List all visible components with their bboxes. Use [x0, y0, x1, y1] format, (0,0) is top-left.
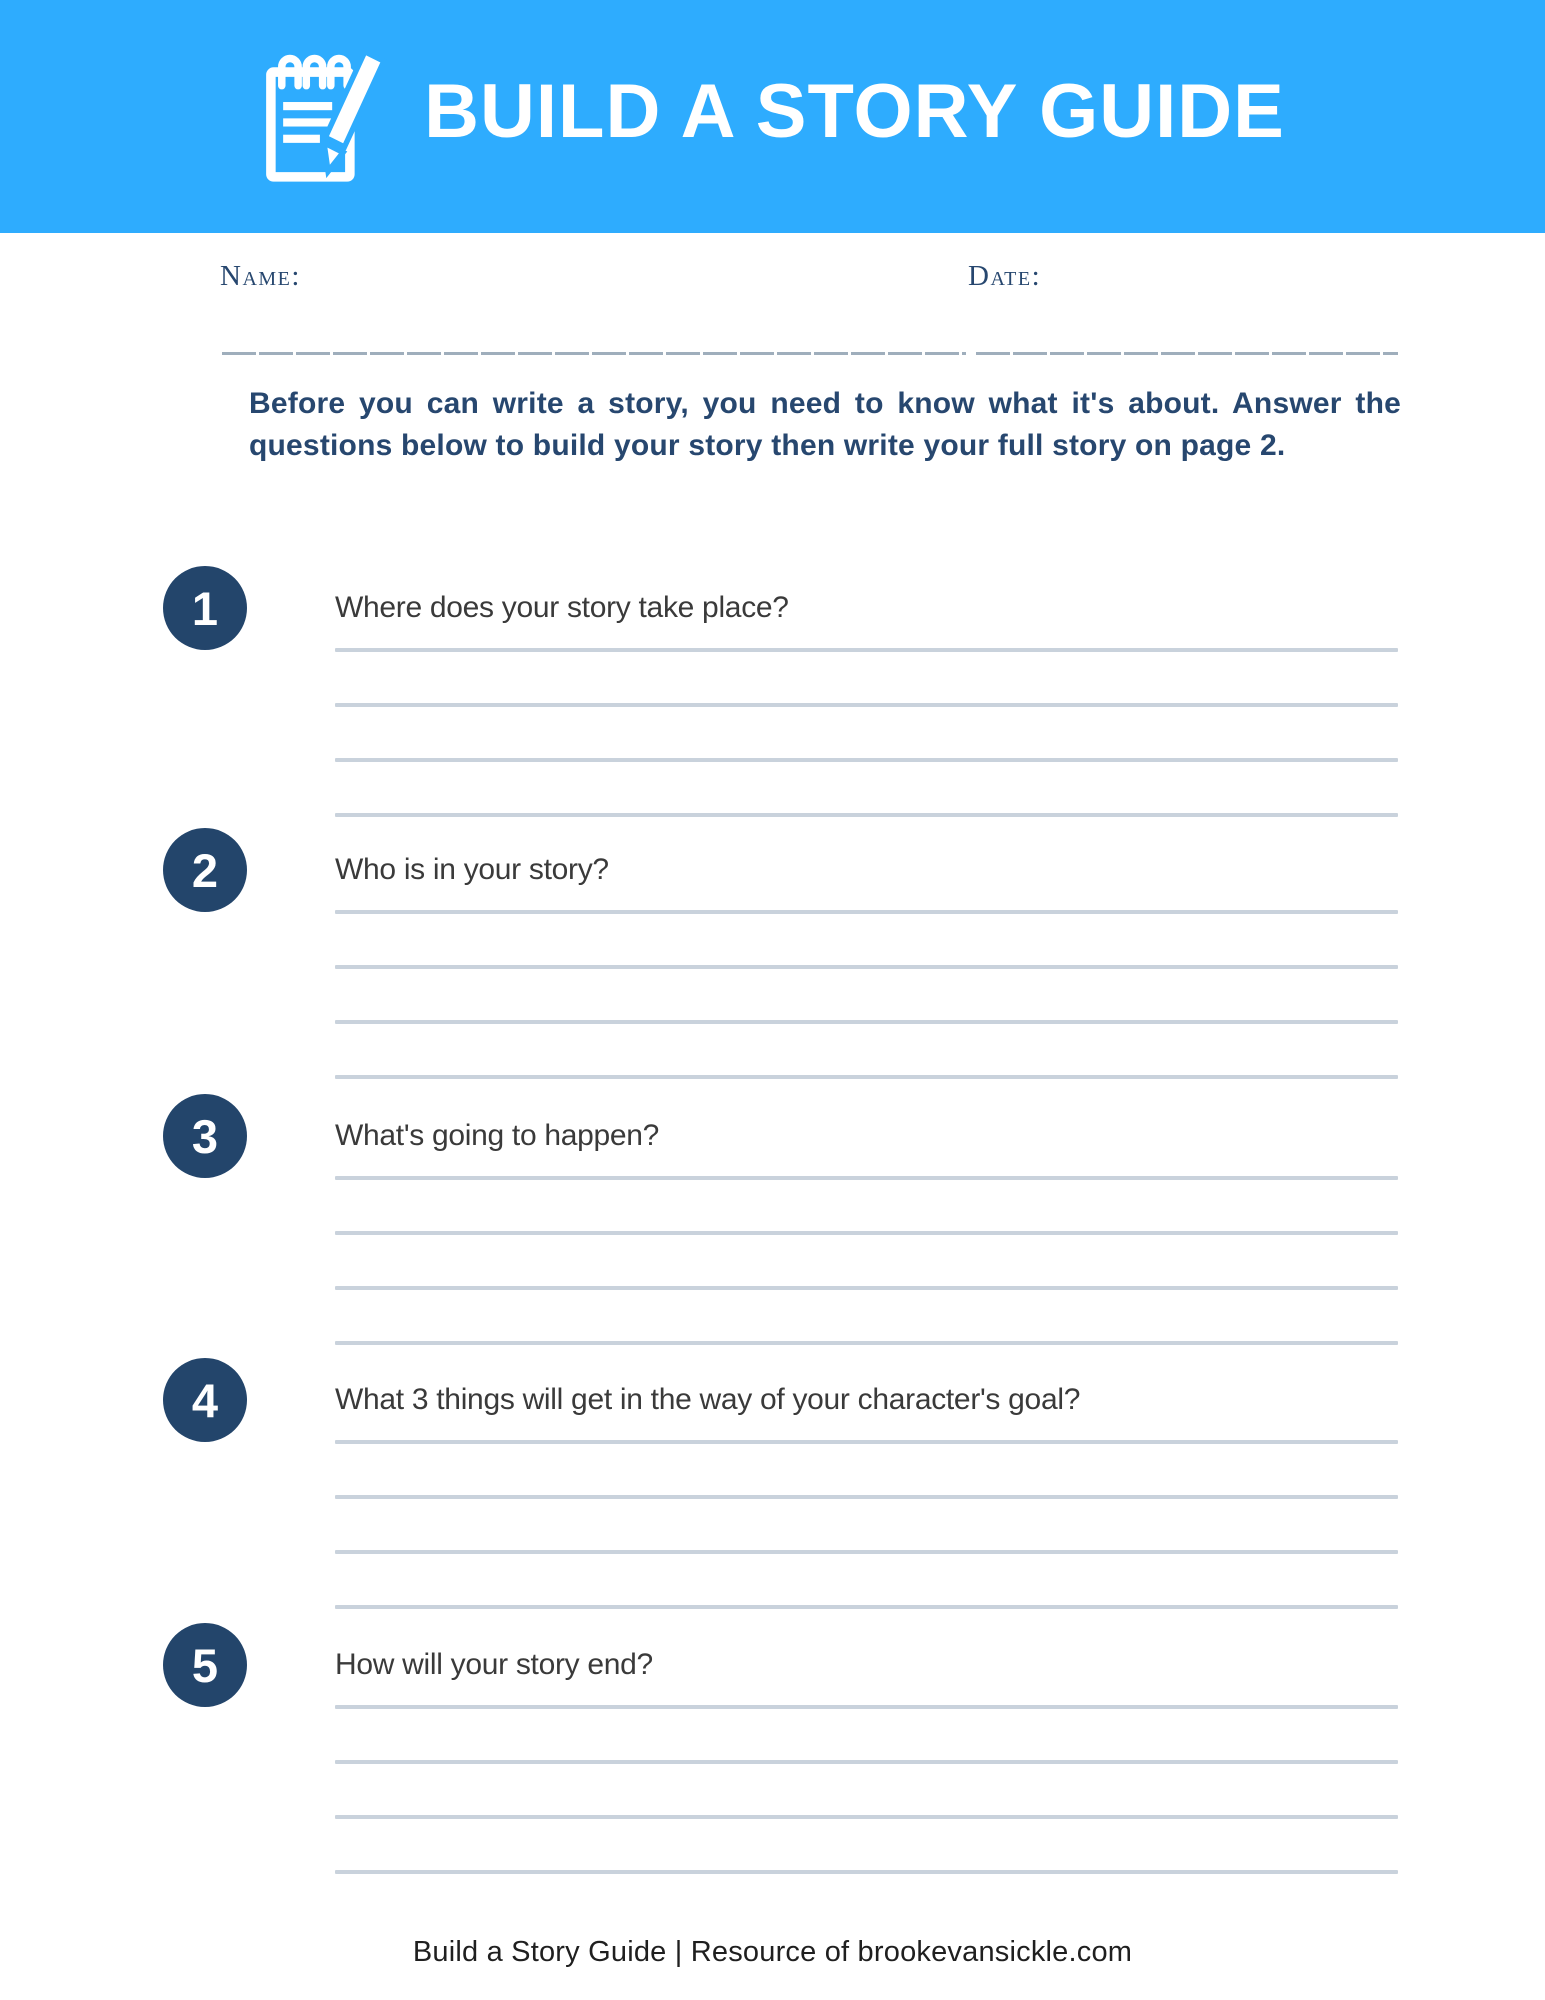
question-block-1 [163, 566, 1398, 817]
answer-line[interactable] [335, 758, 1398, 762]
answer-line[interactable] [335, 910, 1398, 914]
question-number-badge: 1 [163, 566, 247, 650]
answer-line[interactable] [335, 1495, 1398, 1499]
answer-line[interactable] [335, 813, 1398, 817]
answer-area [335, 648, 1398, 817]
date-fill-line[interactable] [976, 352, 1398, 355]
answer-line[interactable] [335, 1176, 1398, 1180]
question-text: Who is in your story? [335, 853, 609, 886]
answer-area [335, 1176, 1398, 1345]
answer-line[interactable] [335, 648, 1398, 652]
name-label: Name: [220, 260, 301, 292]
question-text: What's going to happen? [335, 1119, 660, 1152]
answer-line[interactable] [335, 965, 1398, 969]
answer-line[interactable] [335, 1020, 1398, 1024]
header-banner [0, 0, 1545, 233]
question-text: How will your story end? [335, 1648, 653, 1681]
instructions-text: Before you can write a story, you need to know what it's about. Answer the questions below to build your story then write your full story on page 2. [249, 387, 1401, 462]
answer-area [335, 1440, 1398, 1609]
answer-line[interactable] [335, 1760, 1398, 1764]
answer-area [335, 910, 1398, 1079]
question-number-badge: 3 [163, 1094, 247, 1178]
question-block-4 [163, 1358, 1398, 1609]
answer-line[interactable] [335, 1286, 1398, 1290]
question-text: What 3 things will get in the way of your character's goal? [335, 1383, 1081, 1416]
answer-line[interactable] [335, 1231, 1398, 1235]
question-text: Where does your story take place? [335, 591, 789, 624]
answer-line[interactable] [335, 703, 1398, 707]
question-block-5 [163, 1623, 1398, 1874]
question-block-3 [163, 1094, 1398, 1345]
question-block-2 [163, 828, 1398, 1079]
question-number-badge: 4 [163, 1358, 247, 1442]
question-number-badge: 2 [163, 828, 247, 912]
answer-line[interactable] [335, 1341, 1398, 1345]
date-label: Date: [968, 260, 1042, 292]
footer-credit: Build a Story Guide | Resource of brookevansickle.com [412, 1936, 1133, 1968]
answer-line[interactable] [335, 1870, 1398, 1874]
name-fill-line[interactable] [222, 352, 966, 355]
notepad-pencil-icon [260, 47, 388, 187]
answer-line[interactable] [335, 1075, 1398, 1079]
answer-line[interactable] [335, 1605, 1398, 1609]
answer-line[interactable] [335, 1440, 1398, 1444]
answer-area [335, 1705, 1398, 1874]
page-title: BUILD A STORY GUIDE [424, 68, 1285, 154]
answer-line[interactable] [335, 1705, 1398, 1709]
answer-line[interactable] [335, 1815, 1398, 1819]
question-number-badge: 5 [163, 1623, 247, 1707]
answer-line[interactable] [335, 1550, 1398, 1554]
